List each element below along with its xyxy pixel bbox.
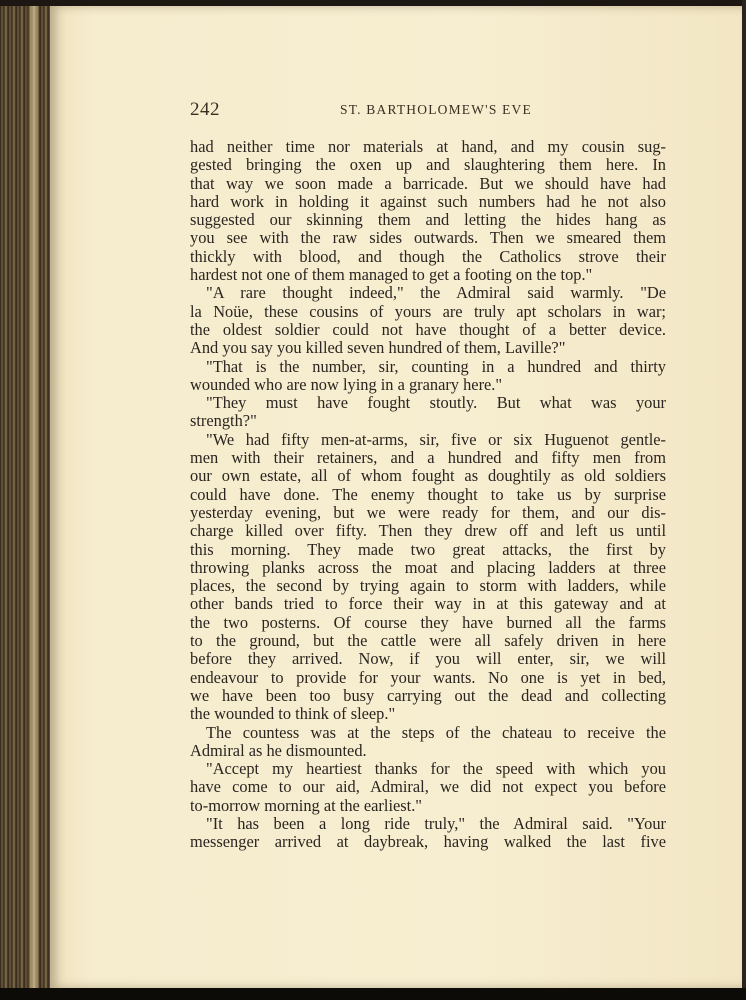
text-line: had neither time nor materials at hand, and my cousin sug- (190, 137, 666, 156)
text-line: thickly with blood, and though the Catholics strove their (190, 246, 666, 266)
text-line: endeavour to provide for your wants. No one is yet in bed, (190, 667, 666, 687)
text-line: throwing planks across the moat and placing ladders at three (190, 557, 666, 577)
text-line: the two posterns. Of course they have burned all the farms (190, 612, 666, 632)
body-text (190, 138, 666, 852)
text-line: to the ground, but the cattle were all safely driven in here (190, 631, 666, 651)
text-line: that way we soon made a barricade. But we should have had (190, 173, 666, 193)
text-line: gested bringing the oxen up and slaughtering them here. In (190, 155, 666, 175)
text-line: And you say you killed seven hundred of them, Laville?" (190, 338, 566, 358)
text-line: "We had fifty men-at-arms, sir, five or six Huguenot gentle- (206, 429, 666, 449)
text-line: "That is the number, sir, counting in a hundred and thirty (206, 356, 666, 376)
text-line: la Noüe, these cousins of yours are truly apt scholars in war; (190, 301, 666, 321)
page-number: 242 (190, 99, 220, 120)
text-line: other bands tried to force their way in at this gateway and at (190, 594, 666, 614)
text-line: suggested our skinning them and letting the hides hang as (190, 210, 666, 230)
text-line: yesterday evening, but we were ready for them, and our dis- (190, 502, 666, 522)
text-line: before they arrived. Now, if you will enter, sir, we will (190, 649, 666, 669)
text-line: this morning. They made two great attacks, the first by (190, 539, 666, 559)
text-line: "It has been a long ride truly," the Admiral said. "Your (206, 813, 666, 833)
page-header (190, 99, 666, 121)
text-line: hardest not one of them managed to get a footing on the top." (190, 265, 593, 285)
text-line: strength?" (190, 411, 257, 431)
text-line: our own estate, all of whom fought as doughtily as old soldiers (190, 466, 666, 486)
text-line: charge killed over fifty. Then they drew off and left us until (190, 521, 666, 541)
text-line: "Accept my heartiest thanks for the speed with which you (206, 759, 666, 779)
text-line: hard work in holding it against such numbers had he not also (190, 191, 666, 211)
text-line: we have been too busy carrying out the dead and collecting (190, 685, 666, 705)
text-line: "They must have fought stoutly. But what was your (206, 393, 666, 413)
text-line: men with their retainers, and a hundred and fifty men from (190, 448, 666, 468)
text-line: the oldest soldier could not have thought of a better device. (190, 319, 666, 339)
text-line: Admiral as he dismounted. (190, 740, 367, 760)
page-edge-highlight (30, 6, 38, 992)
text-line: The countess was at the steps of the chateau to receive the (206, 722, 666, 742)
text-line: the wounded to think of sleep." (190, 704, 396, 724)
text-line: could have done. The enemy thought to take us by surprise (190, 484, 666, 504)
text-line: places, the second by trying again to storm with ladders, while (190, 576, 666, 596)
bottom-shadow (0, 988, 746, 1000)
text-line: you see with the raw sides outwards. Then we smeared them (190, 228, 666, 248)
text-line: messenger arrived at daybreak, having walked the last five (190, 832, 666, 852)
text-line: have come to our aid, Admiral, we did not expect you before (190, 777, 666, 797)
text-line: to-morrow morning at the earliest." (190, 795, 422, 815)
running-head: ST. BARTHOLOMEW'S EVE (340, 102, 532, 117)
text-line: wounded who are now lying in a granary here." (190, 374, 503, 394)
right-edge (742, 0, 746, 1000)
text-line: "A rare thought indeed," the Admiral said warmly. "De (206, 283, 666, 303)
